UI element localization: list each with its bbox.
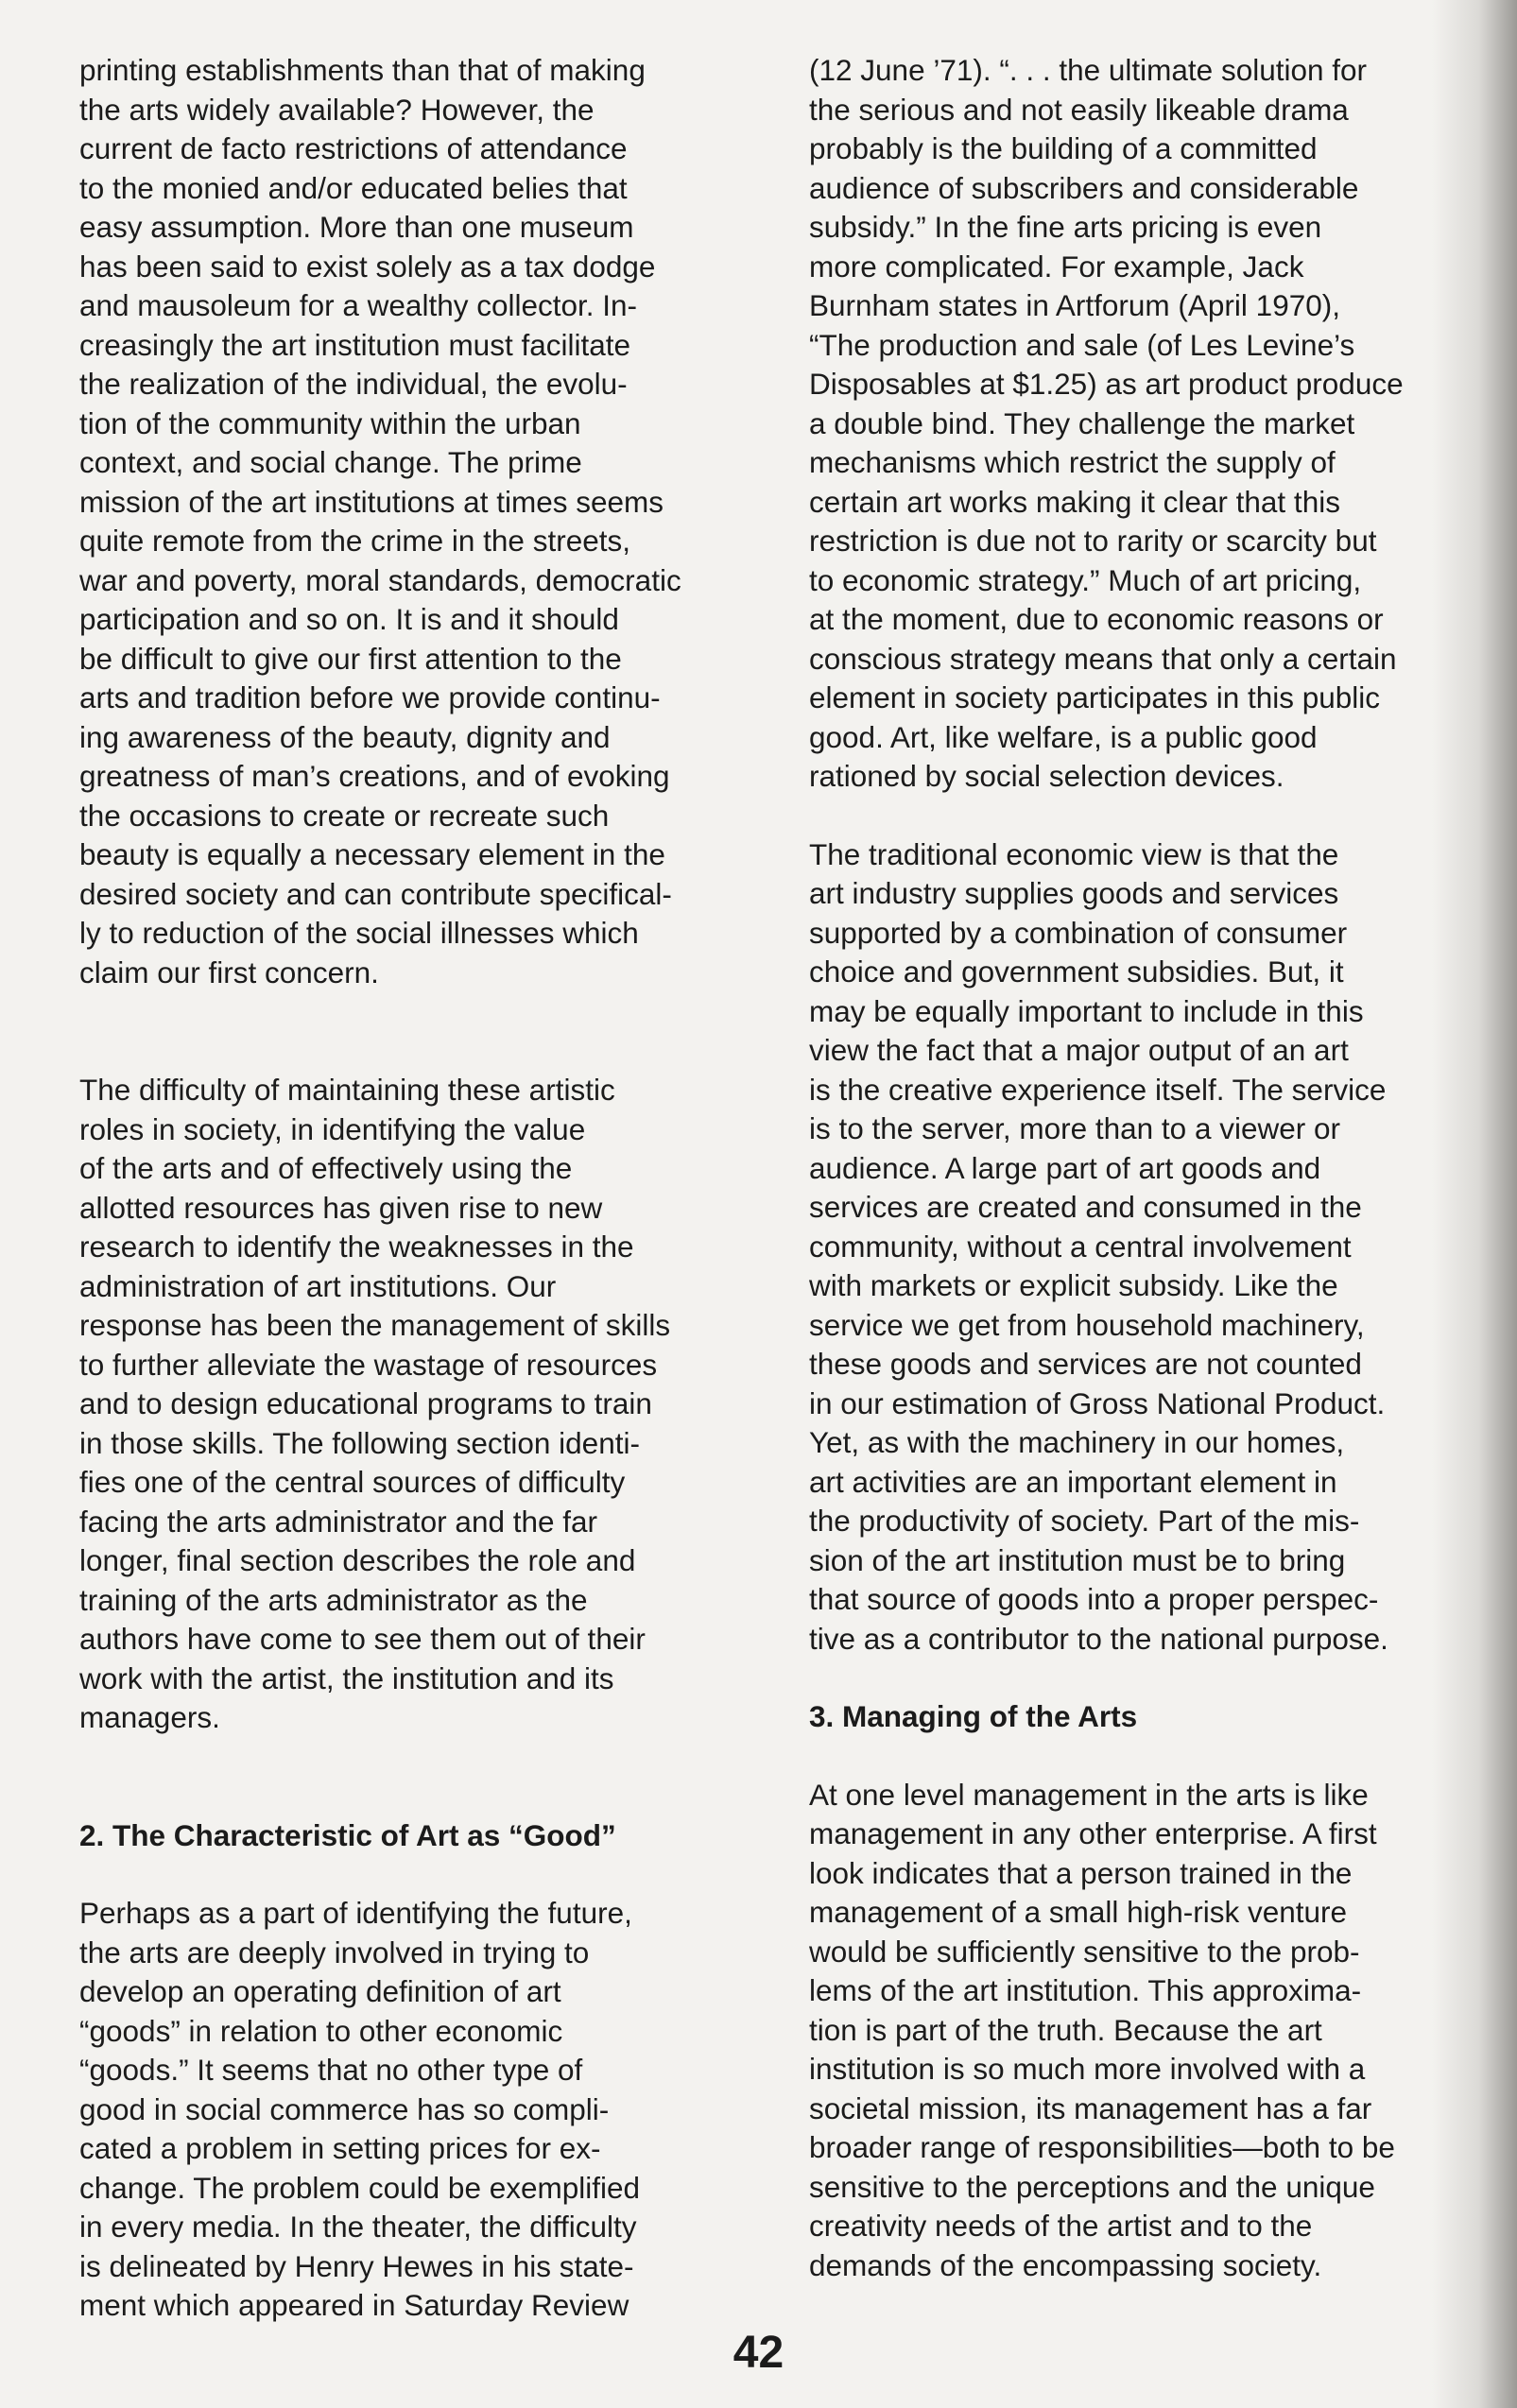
section-heading-3: 3. Managing of the Arts: [809, 1699, 1138, 1733]
section-heading-2: 2. The Characteristic of Art as “Good”: [79, 1817, 616, 1852]
left-paragraph-1: printing establishments than that of making the arts widely available? However, the current de facto restrictions of attendance to the monied and/or educated belies that easy assumption. More than one museum has been said to exist solely as a tax dodge and mausoleum for a wealthy collector. In- creasingly the art institution must facilitate the realization of the individual, the evolu- tion of the community within the urban context, and social change. The prime mission of the art institutions at times seems quite remote from the crime in the streets, war and poverty, moral standards, democratic participation and so on. It is and it should be difficult to give our first attention to the arts and tradition before we provide continu- ing awareness of the beauty, dignity and greatness of man’s creations, and of evoking the occasions to create or recreate such beauty is equally a necessary element in the desired society and can contribute specifical- ly to reduction of the social illnesses which claim our first concern.: [79, 53, 681, 989]
page-number: 42: [733, 2328, 784, 2378]
right-paragraph-2: The traditional economic view is that the art industry supplies goods and services supported by a combination of consumer choice and government subsidies. But, it may be equally important to include in this view the fact that a major output of an art is the creative experience itself. The service is to the server, more than to a viewer or audience. A large part of art goods and services are created and consumed in the community, without a central involvement with markets or explicit subsidy. Like the service we get from household machinery, these goods and services are not counted in our estimation of Gross National Product. Yet, as with the machinery in our homes, art activities are an important element in the productivity of society. Part of the mis- sion of the art institution must be to bring that source of goods into a proper perspec- tive as a contributor to the national purpose.: [809, 836, 1388, 1656]
right-paragraph-3: At one level management in the arts is like management in any other enterprise. A first look indicates that a person trained in the management of a small high-risk venture would be sufficiently sensitive to the prob- lems of the art institution. This approxima- tion is part of the truth. Because the art institution is so much more involved with a societal mission, its management has a far broader range of responsibilities—both to be sensitive to the perceptions and the unique creativity needs of the artist and to the demands of the encompassing society.: [809, 1777, 1395, 2282]
left-paragraph-3: Perhaps as a part of identifying the future, the arts are deeply involved in trying to develop an operating definition of art “goods” in relation to other economic “goods.” It seems that no other type of good in social commerce has so compli- cated a problem in setting prices for ex- change. The problem could be exemplified in every media. In the theater, the difficulty is delineated by Henry Hewes in his state- ment which appeared in Saturday Review: [79, 1896, 641, 2322]
right-paragraph-1: (12 June ’71). “. . . the ultimate solution for the serious and not easily likeable drama probably is the building of a committed audience of subscribers and considerable subsidy.” In the fine arts pricing is even more complicated. For example, Jack Burnham states in Artforum (April 1970), “The production and sale (of Les Levine’s Disposables at $1.25) as art product produce a double bind. They challenge the market mechanisms which restrict the supply of certain art works making it clear that this restriction is due not to rarity or scarcity but to economic strategy.” Much of art pricing, at the moment, due to economic reasons or conscious strategy means that only a certain element in society participates in this public good. Art, like welfare, is a public good rationed by social selection devices.: [809, 53, 1404, 793]
left-column: [79, 51, 798, 2326]
left-paragraph-2: The difficulty of maintaining these artistic roles in society, in identifying the value of the arts and of effectively using the allotted resources has given rise to new research to identify the weaknesses in the administration of art institutions. Our response has been the management of skills to further alleviate the wastage of resources and to design educational programs to train in those skills. The following section identi- fies one of the central sources of difficulty facing the arts administrator and the far longer, final section describes the role and training of the arts administrator as the authors have come to see them out of their work with the artist, the institution and its managers.: [79, 1073, 671, 1734]
right-column: [809, 51, 1490, 2285]
